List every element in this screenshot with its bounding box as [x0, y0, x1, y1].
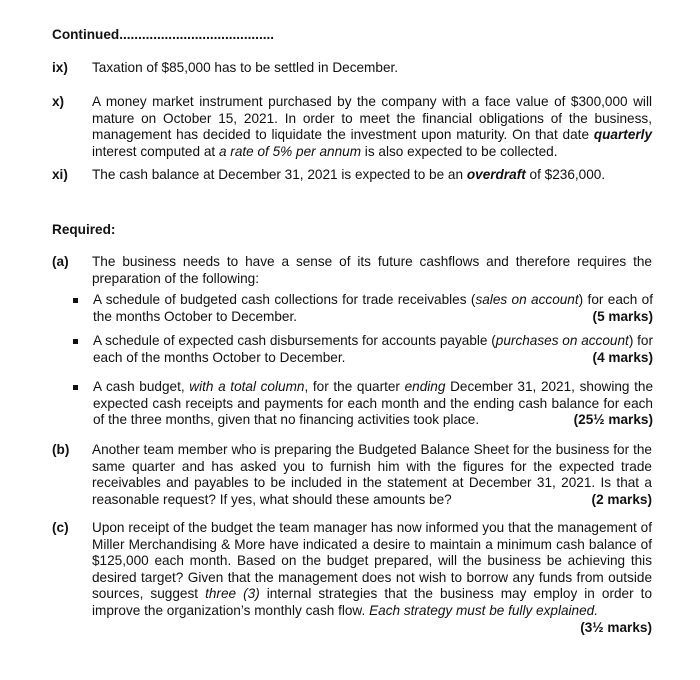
required-heading: Required:	[52, 222, 116, 237]
part-label: (b)	[52, 442, 70, 457]
bullet-text	[93, 379, 653, 429]
text-run: internal strategies that the business may employ in order to improve the organization’s monthly cash flow.	[92, 586, 653, 618]
text-run: Taxation of $85,000 has to be settled in December.	[92, 60, 399, 75]
bullet-text	[93, 333, 653, 366]
item-text	[92, 167, 652, 184]
text-run: Upon receipt of the budget the team manager has now informed you that the management of Miller Merchandising & More have indicated a desire to maintain a minimum cash balance of $125,000 each month. Based on the budget prepared, will the business be achieving this desired target? Given that the management does not wish to borrow any funds from outside sources, suggest	[92, 520, 652, 602]
item-x	[52, 94, 652, 160]
text-run: A cash budget,	[93, 379, 190, 394]
text-run: interest computed at	[92, 143, 219, 159]
marks-label: (3½ marks)	[580, 619, 652, 635]
item-xi	[52, 167, 652, 184]
text-run: ending	[404, 379, 446, 394]
text-run: ) for each of the months October to December.	[93, 333, 653, 365]
text-run: a rate of 5% per annum	[218, 143, 362, 159]
bullet-item	[73, 333, 653, 366]
marks-label: (2 marks)	[591, 491, 652, 507]
text-run: Another team member who is preparing the Budgeted Balance Sheet for the business for the same quarter and has asked you to furnish him with the figures for the expected trade receivables and payables to be included in the statement at December 31, 2021. Is that a reasonable request? If yes, what should these amounts be?	[92, 442, 652, 507]
item-text	[92, 94, 652, 160]
text-run: of $236,000.	[525, 167, 606, 182]
part-c	[52, 520, 652, 636]
bullet-item	[73, 292, 653, 325]
text-run: The cash balance at December 31, 2021 is expected to be an	[92, 167, 467, 182]
part-a	[52, 254, 652, 287]
text-run: ) for each of the months October to December.	[93, 292, 653, 324]
text-run: A money market instrument purchased by the company with a face value of $300,000 will mature on October 15, 2021. In order to meet the financial obligations of the business, management has decided to liquidate the investment upon maturity. On that date	[92, 94, 652, 143]
text-run: sales on account	[475, 292, 579, 307]
text-run: three (3)	[205, 586, 260, 602]
part-b-text	[92, 442, 652, 508]
item-text	[92, 60, 652, 77]
part-c-text	[92, 520, 653, 635]
part-a-intro: The business needs to have a sense of its future cashflows and therefore requires the preparation of the following:	[92, 254, 652, 286]
text-run: , for the quarter	[304, 379, 405, 394]
part-label: (c)	[52, 520, 69, 535]
text-run: is also expected to be collected.	[361, 143, 558, 159]
marks-label: (4 marks)	[592, 349, 653, 365]
text-run: December 31, 2021, showing the expected cash receipts and payments for each month and the ending cash balance for each of the three months, given that no financing activities took place.	[93, 379, 653, 428]
text-run: Each strategy must be fully explained.	[369, 602, 599, 618]
text-run: A schedule of expected cash disbursements for accounts payable (	[93, 333, 496, 348]
text-run: overdraft	[466, 167, 526, 182]
marks-label: (25½ marks)	[573, 412, 653, 428]
text-run: A schedule of budgeted cash collections for trade receivables (	[93, 292, 476, 307]
bullet-icon	[73, 339, 78, 344]
bullet-icon	[73, 298, 78, 303]
marks-label: (5 marks)	[592, 308, 653, 324]
bullet-item	[73, 379, 653, 429]
item-ix	[52, 60, 652, 77]
item-label: xi)	[52, 167, 68, 182]
item-label: x)	[52, 94, 65, 109]
item-label: ix)	[52, 60, 68, 75]
text-run: quarterly	[593, 127, 652, 143]
text-run: with a total column	[189, 379, 305, 394]
continued-heading: Continued.........................................	[52, 27, 275, 42]
part-b	[52, 442, 652, 508]
text-run: purchases on account	[495, 333, 629, 348]
part-label: (a)	[52, 254, 69, 269]
bullet-text	[93, 292, 653, 325]
bullet-icon	[73, 385, 78, 390]
